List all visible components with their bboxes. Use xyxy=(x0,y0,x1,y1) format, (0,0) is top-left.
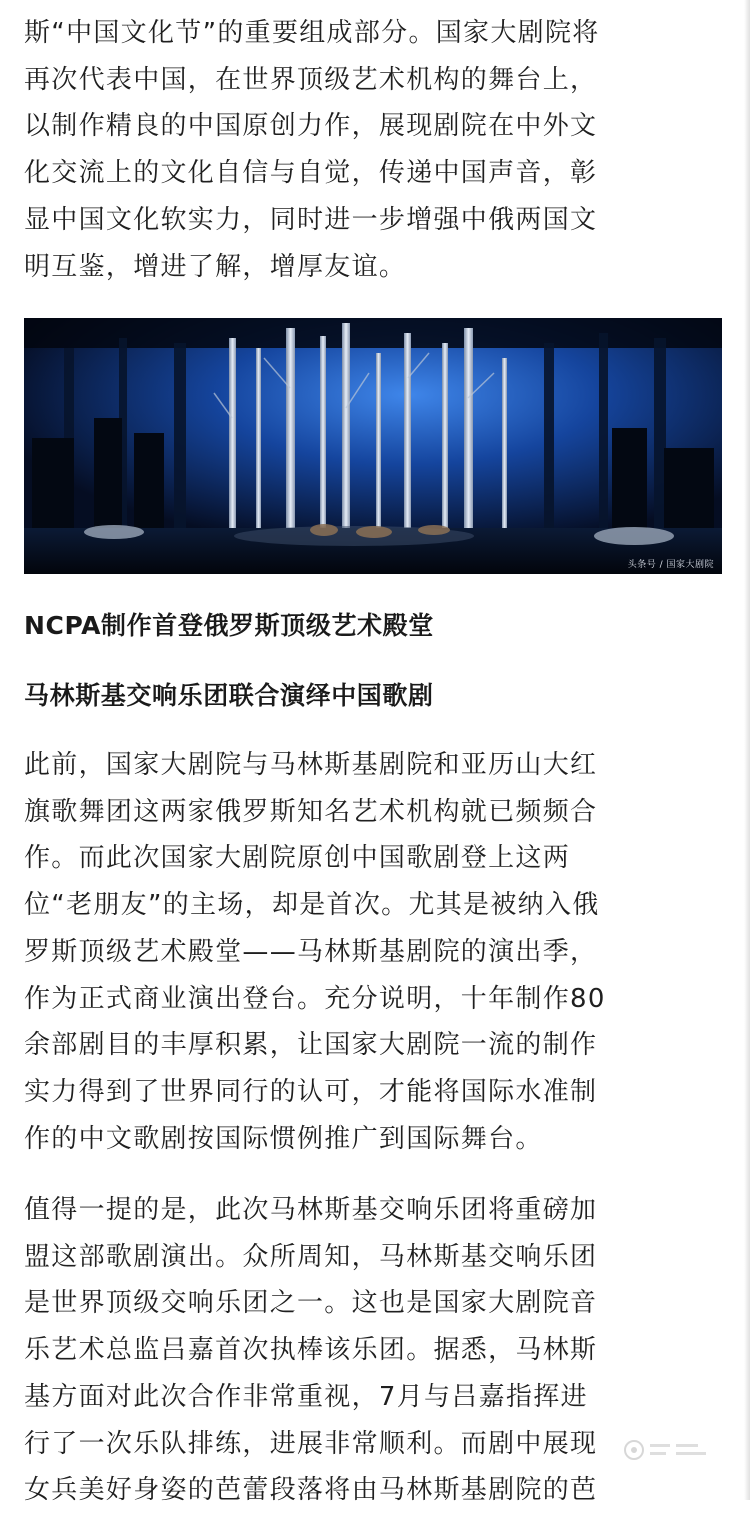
text-line: 是世界顶级交响乐团之一。这也是国家大剧院音 xyxy=(24,1288,598,1319)
text-line: 旗歌舞团这两家俄罗斯知名艺术机构就已频频合 xyxy=(24,796,598,827)
text-line: 行了一次乐队排练，进展非常顺利。而剧中展现 xyxy=(24,1428,598,1459)
text-line: 以制作精良的中国原创力作，展现剧院在中外文 xyxy=(24,111,598,142)
text-line: 斯“中国文化节”的重要组成部分。国家大剧院将 xyxy=(24,18,600,48)
text-line: 作。而此次国家大剧院原创中国歌剧登上这两 xyxy=(24,843,571,874)
stage-forest-illustration xyxy=(24,318,722,574)
paragraph-collaboration xyxy=(24,742,606,1162)
section-heading: NCPA制作首登俄罗斯顶级艺术殿堂 xyxy=(24,611,434,640)
text-line: 再次代表中国，在世界顶级艺术机构的舞台上， xyxy=(24,64,598,95)
text-line: 作为正式商业演出登台。充分说明，十年制作80 xyxy=(24,983,606,1014)
text-line: 基方面对此次合作非常重视，7月与吕嘉指挥进 xyxy=(24,1381,588,1412)
text-line: 实力得到了世界同行的认可，才能将国际水准制 xyxy=(24,1076,598,1107)
text-line: 显中国文化软实力，同时进一步增强中俄两国文 xyxy=(24,204,598,235)
text-line: 此前，国家大剧院与马林斯基剧院和亚历山大红 xyxy=(24,750,598,780)
stage-photo[interactable] xyxy=(24,318,722,574)
section-subheading: 马林斯基交响乐团联合演绎中国歌剧 xyxy=(24,681,434,710)
page-edge-shadow xyxy=(744,0,750,1500)
photo-credit: 头条号 / 国家大剧院 xyxy=(627,560,714,570)
text-line: 乐艺术总监吕嘉首次执棒该乐团。据悉，马林斯 xyxy=(24,1335,598,1366)
text-line: 化交流上的文化自信与自觉，传递中国声音，彰 xyxy=(24,158,598,189)
text-line: 女兵美好身姿的芭蕾段落将由马林斯基剧院的芭 xyxy=(24,1475,598,1506)
paragraph-orchestra xyxy=(24,1187,597,1514)
text-line: 位“老朋友”的主场，却是首次。尤其是被纳入俄 xyxy=(24,890,600,921)
text-line: 明互鉴，增进了解，增厚友谊。 xyxy=(24,251,407,282)
text-line: 盟这部歌剧演出。众所周知，马林斯基交响乐团 xyxy=(24,1241,598,1272)
watermark-logo xyxy=(620,1430,720,1470)
text-line: 值得一提的是，此次马林斯基交响乐团将重磅加 xyxy=(24,1195,598,1225)
text-line: 余部剧目的丰厚积累，让国家大剧院一流的制作 xyxy=(24,1030,598,1061)
text-line: 罗斯顶级艺术殿堂——马林斯基剧院的演出季， xyxy=(24,936,598,967)
text-line: 作的中文歌剧按国际惯例推广到国际舞台。 xyxy=(24,1123,543,1154)
paragraph-intro xyxy=(24,10,600,290)
